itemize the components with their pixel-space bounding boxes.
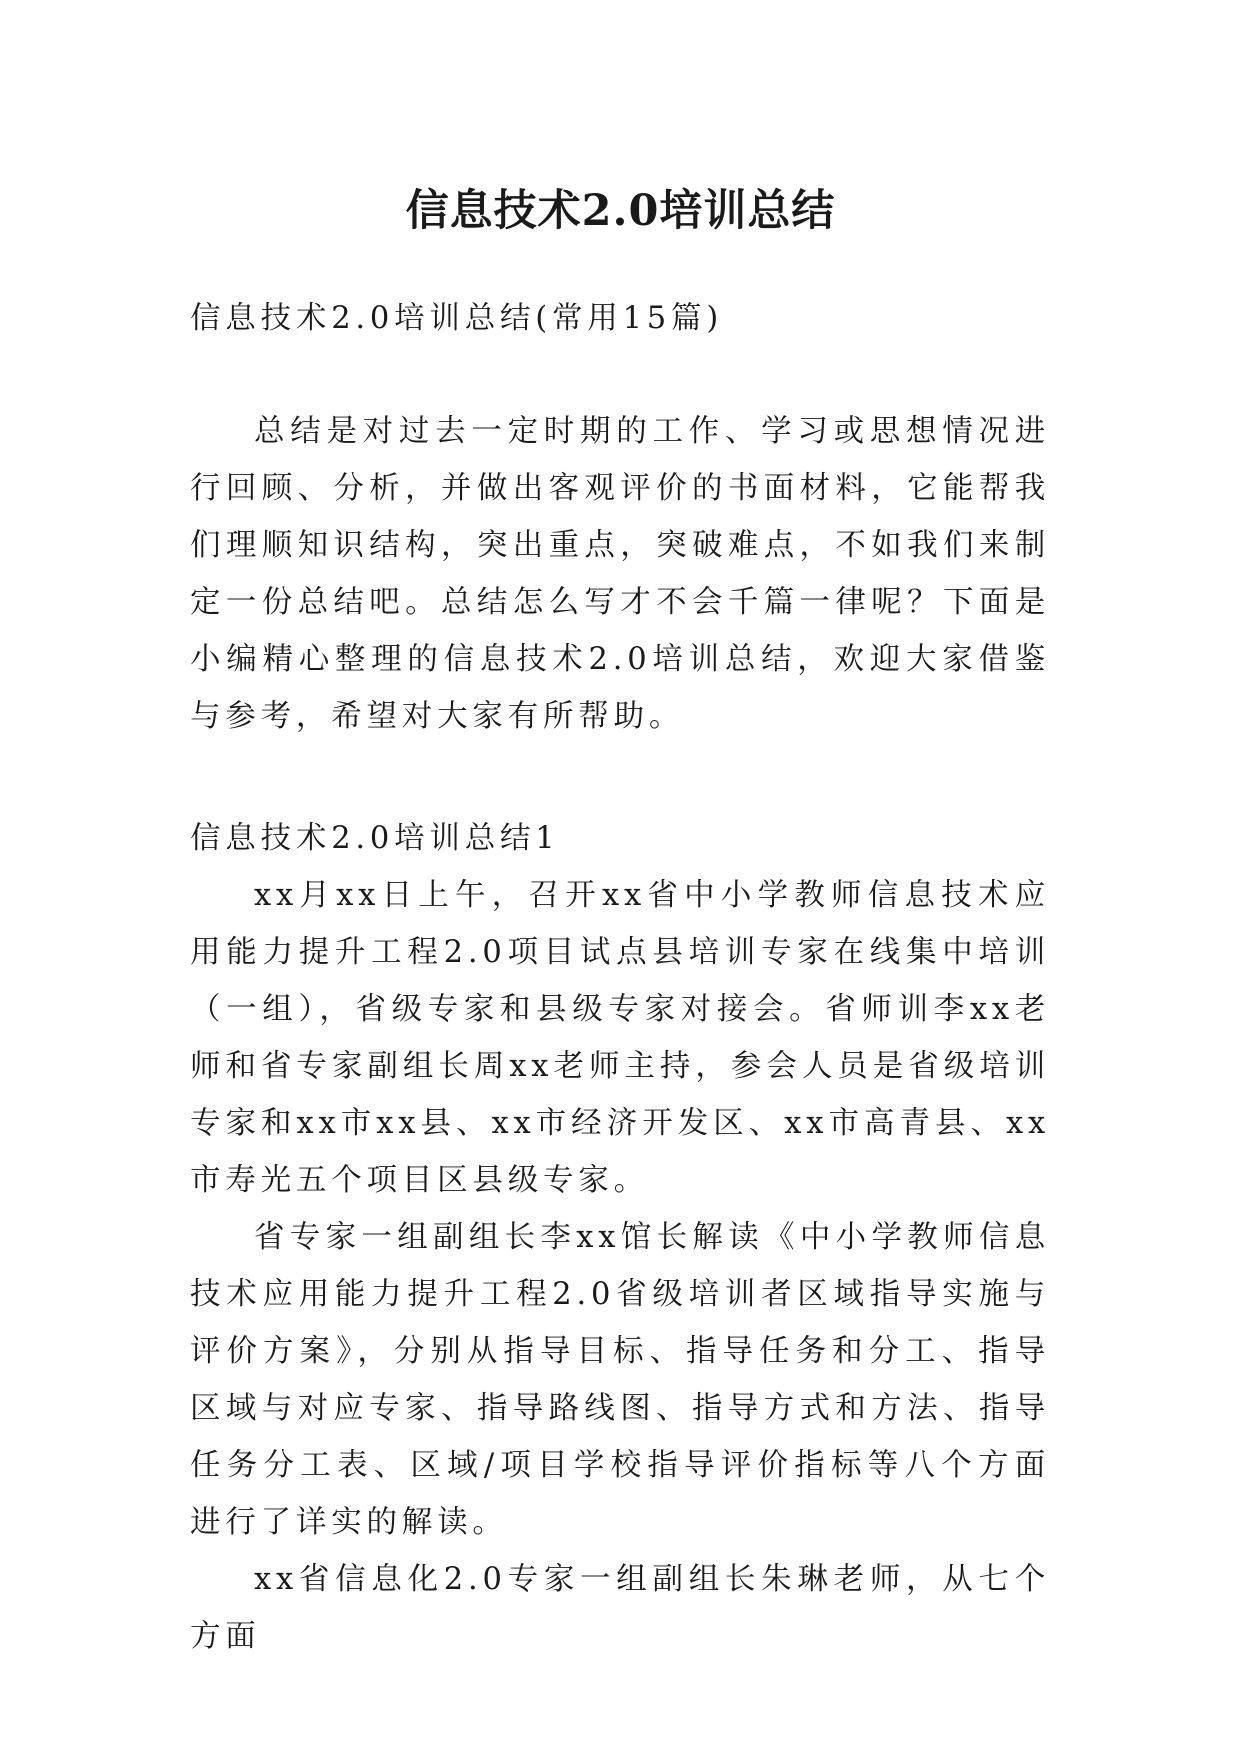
section-1: [190, 810, 1050, 1665]
intro-paragraph-block: [190, 403, 1050, 745]
subtitle-text: 信息技术2.0培训总结(常用15篇): [190, 301, 724, 336]
section-paragraph: 省专家一组副组长李xx馆长解读《中小学教师信息技术应用能力提升工程2.0省级培训者区域指导实施与评价方案》，分别从指导目标、指导任务和分工、指导区域与对应专家、指导路线图、指导方式和方法、指导任务分工表、区域/项目学校指导评价指标等八个方面进行了详实的解读。: [190, 1220, 1050, 1540]
document-title: 信息技术2.0培训总结: [405, 185, 836, 236]
section-paragraph: xx月xx日上午，召开xx省中小学教师信息技术应用能力提升工程2.0项目试点县培训专家在线集中培训（一组），省级专家和县级专家对接会。省师训李xx老师和省专家副组长周xx老师主持，参会人员是省级培训专家和xx市xx县、xx市经济开发区、xx市高青县、xx市寿光五个项目区县级专家。: [190, 878, 1050, 1198]
document-subtitle: [190, 290, 1050, 347]
section-heading: 信息技术2.0培训总结1: [190, 821, 560, 856]
section-paragraph: xx省信息化2.0专家一组副组长朱琳老师，从七个方面: [190, 1562, 1050, 1654]
intro-paragraph: 总结是对过去一定时期的工作、学习或思想情况进行回顾、分析，并做出客观评价的书面材料，它能帮我们理顺知识结构，突出重点，突破难点，不如我们来制定一份总结吧。总结怎么写才不会千篇一律呢？下面是小编精心整理的信息技术2.0培训总结，欢迎大家借鉴与参考，希望对大家有所帮助。: [190, 414, 1050, 734]
